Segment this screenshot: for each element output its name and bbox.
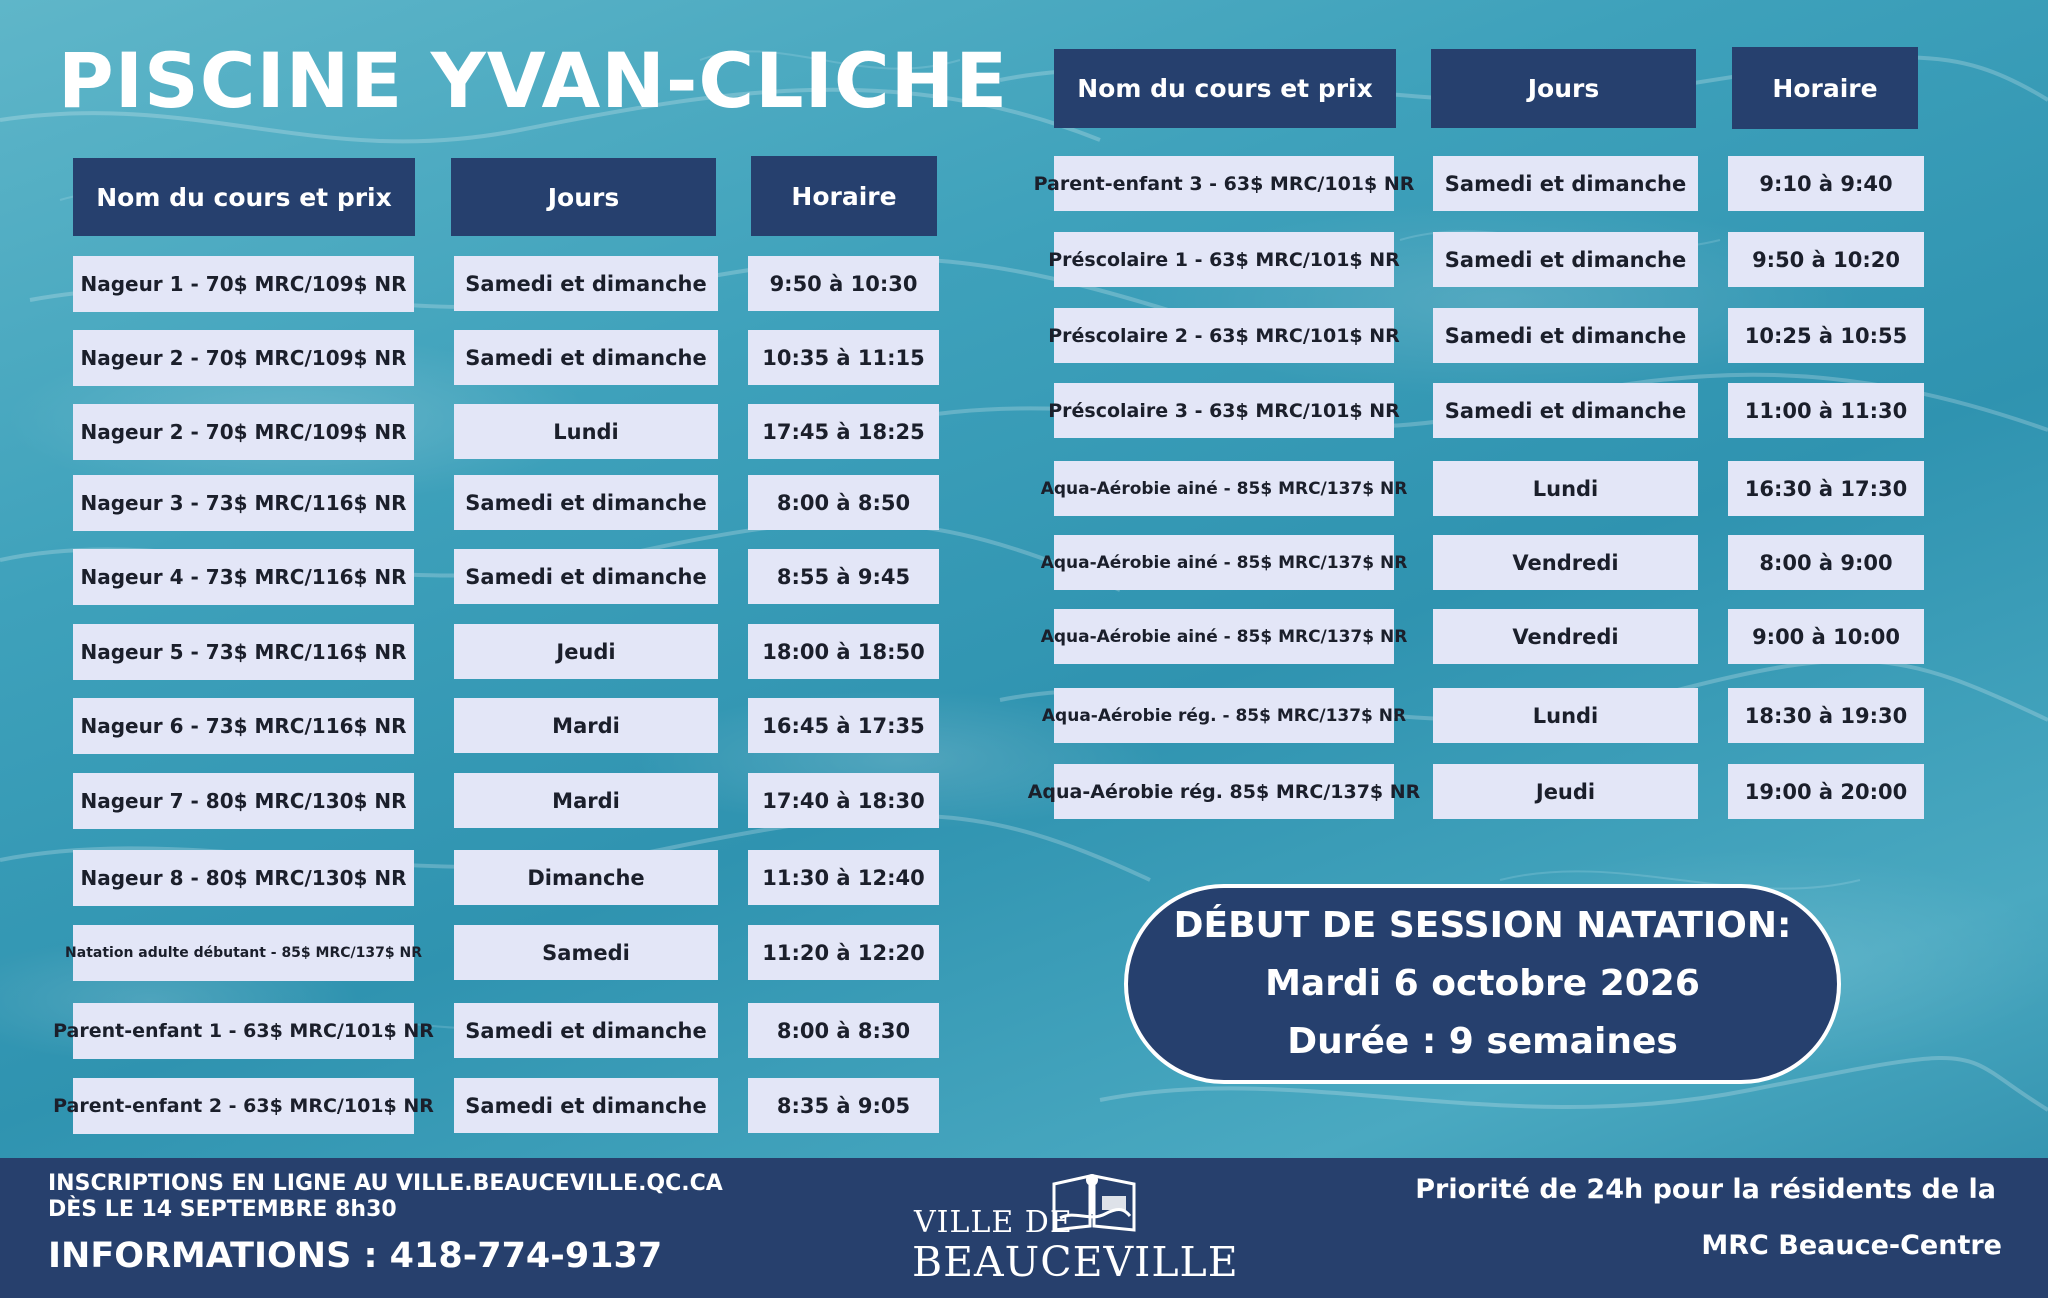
left-row-6-course: Nageur 5 - 73$ MRC/116$ NR — [73, 624, 414, 680]
right-row-3-days: Samedi et dimanche — [1433, 308, 1698, 363]
right-row-1-course: Parent-enfant 3 - 63$ MRC/101$ NR — [1054, 156, 1394, 211]
right-row-2-days: Samedi et dimanche — [1433, 232, 1698, 287]
left-row-11-days: Samedi et dimanche — [454, 1003, 718, 1058]
priority-line-2: MRC Beauce-Centre — [1701, 1230, 2002, 1261]
right-row-6-days: Vendredi — [1433, 535, 1698, 590]
left-row-8-course: Nageur 7 - 80$ MRC/130$ NR — [73, 773, 414, 829]
left-row-9-time: 11:30 à 12:40 — [748, 850, 939, 905]
right-row-9-course: Aqua-Aérobie rég. 85$ MRC/137$ NR — [1054, 764, 1394, 819]
right-row-7-course: Aqua-Aérobie ainé - 85$ MRC/137$ NR — [1054, 609, 1394, 664]
left-row-10-course: Natation adulte débutant - 85$ MRC/137$ NR — [73, 925, 414, 981]
left-row-6-days: Jeudi — [454, 624, 718, 679]
left-row-6-time: 18:00 à 18:50 — [748, 624, 939, 679]
logo-text-beauceville: BEAUCEVILLE — [912, 1238, 1239, 1286]
left-row-8-days: Mardi — [454, 773, 718, 828]
left-row-1-time: 9:50 à 10:30 — [748, 256, 939, 311]
right-row-3-course: Préscolaire 2 - 63$ MRC/101$ NR — [1054, 308, 1394, 363]
right-row-7-days: Vendredi — [1433, 609, 1698, 664]
right-row-6-time: 8:00 à 9:00 — [1728, 535, 1924, 590]
signup-line-2: DÈS LE 14 SEPTEMBRE 8h30 — [48, 1197, 397, 1222]
right-row-8-days: Lundi — [1433, 688, 1698, 743]
right-row-2-course: Préscolaire 1 - 63$ MRC/101$ NR — [1054, 232, 1394, 287]
session-duration: Durée : 9 semaines — [1287, 1021, 1678, 1062]
right-row-7-time: 9:00 à 10:00 — [1728, 609, 1924, 664]
left-row-12-time: 8:35 à 9:05 — [748, 1078, 939, 1133]
left-row-3-days: Lundi — [454, 404, 718, 459]
signup-line-1: INSCRIPTIONS EN LIGNE AU VILLE.BEAUCEVILLE.QC.CA — [48, 1171, 723, 1196]
footer-bar — [0, 1158, 2048, 1298]
session-start-label: DÉBUT DE SESSION NATATION: — [1173, 905, 1792, 946]
right-row-6-course: Aqua-Aérobie ainé - 85$ MRC/137$ NR — [1054, 535, 1394, 590]
session-banner — [1124, 884, 1841, 1084]
right-row-5-days: Lundi — [1433, 461, 1698, 516]
left-row-3-time: 17:45 à 18:25 — [748, 404, 939, 459]
left-row-12-course: Parent-enfant 2 - 63$ MRC/101$ NR — [73, 1078, 414, 1134]
left-row-10-days: Samedi — [454, 925, 718, 980]
left-row-8-time: 17:40 à 18:30 — [748, 773, 939, 828]
left-row-11-time: 8:00 à 8:30 — [748, 1003, 939, 1058]
right-row-9-time: 19:00 à 20:00 — [1728, 764, 1924, 819]
left-row-4-days: Samedi et dimanche — [454, 475, 718, 530]
left-row-10-time: 11:20 à 12:20 — [748, 925, 939, 980]
left-row-3-course: Nageur 2 - 70$ MRC/109$ NR — [73, 404, 414, 460]
right-row-4-course: Préscolaire 3 - 63$ MRC/101$ NR — [1054, 383, 1394, 438]
left-row-9-days: Dimanche — [454, 850, 718, 905]
left-row-1-course: Nageur 1 - 70$ MRC/109$ NR — [73, 256, 414, 312]
right-header-course: Nom du cours et prix — [1054, 49, 1396, 128]
right-row-8-course: Aqua-Aérobie rég. - 85$ MRC/137$ NR — [1054, 688, 1394, 743]
logo-text-ville-de: VILLE DE — [914, 1205, 1073, 1240]
left-row-12-days: Samedi et dimanche — [454, 1078, 718, 1133]
left-row-2-time: 10:35 à 11:15 — [748, 330, 939, 385]
right-row-5-time: 16:30 à 17:30 — [1728, 461, 1924, 516]
priority-line-1: Priorité de 24h pour la résidents de la — [1415, 1174, 1996, 1205]
left-row-4-course: Nageur 3 - 73$ MRC/116$ NR — [73, 475, 414, 531]
right-row-3-time: 10:25 à 10:55 — [1728, 308, 1924, 363]
right-row-9-days: Jeudi — [1433, 764, 1698, 819]
left-row-5-time: 8:55 à 9:45 — [748, 549, 939, 604]
right-row-1-days: Samedi et dimanche — [1433, 156, 1698, 211]
left-row-2-course: Nageur 2 - 70$ MRC/109$ NR — [73, 330, 414, 386]
left-row-11-course: Parent-enfant 1 - 63$ MRC/101$ NR — [73, 1003, 414, 1059]
left-row-7-time: 16:45 à 17:35 — [748, 698, 939, 753]
right-row-5-course: Aqua-Aérobie ainé - 85$ MRC/137$ NR — [1054, 461, 1394, 516]
right-header-schedule: Horaire — [1732, 47, 1918, 129]
left-header-days: Jours — [451, 158, 716, 236]
left-row-5-course: Nageur 4 - 73$ MRC/116$ NR — [73, 549, 414, 605]
session-start-date: Mardi 6 octobre 2026 — [1265, 963, 1700, 1004]
left-row-7-days: Mardi — [454, 698, 718, 753]
page-title: PISCINE YVAN-CLICHE — [58, 36, 1009, 125]
right-header-days: Jours — [1431, 49, 1696, 128]
right-row-1-time: 9:10 à 9:40 — [1728, 156, 1924, 211]
right-row-8-time: 18:30 à 19:30 — [1728, 688, 1924, 743]
right-row-2-time: 9:50 à 10:20 — [1728, 232, 1924, 287]
left-row-2-days: Samedi et dimanche — [454, 330, 718, 385]
left-row-1-days: Samedi et dimanche — [454, 256, 718, 311]
right-row-4-days: Samedi et dimanche — [1433, 383, 1698, 438]
left-row-7-course: Nageur 6 - 73$ MRC/116$ NR — [73, 698, 414, 754]
right-row-4-time: 11:00 à 11:30 — [1728, 383, 1924, 438]
info-phone: INFORMATIONS : 418-774-9137 — [48, 1236, 663, 1276]
left-header-course: Nom du cours et prix — [73, 158, 415, 236]
left-row-4-time: 8:00 à 8:50 — [748, 475, 939, 530]
left-row-9-course: Nageur 8 - 80$ MRC/130$ NR — [73, 850, 414, 906]
left-header-schedule: Horaire — [751, 156, 937, 236]
left-row-5-days: Samedi et dimanche — [454, 549, 718, 604]
